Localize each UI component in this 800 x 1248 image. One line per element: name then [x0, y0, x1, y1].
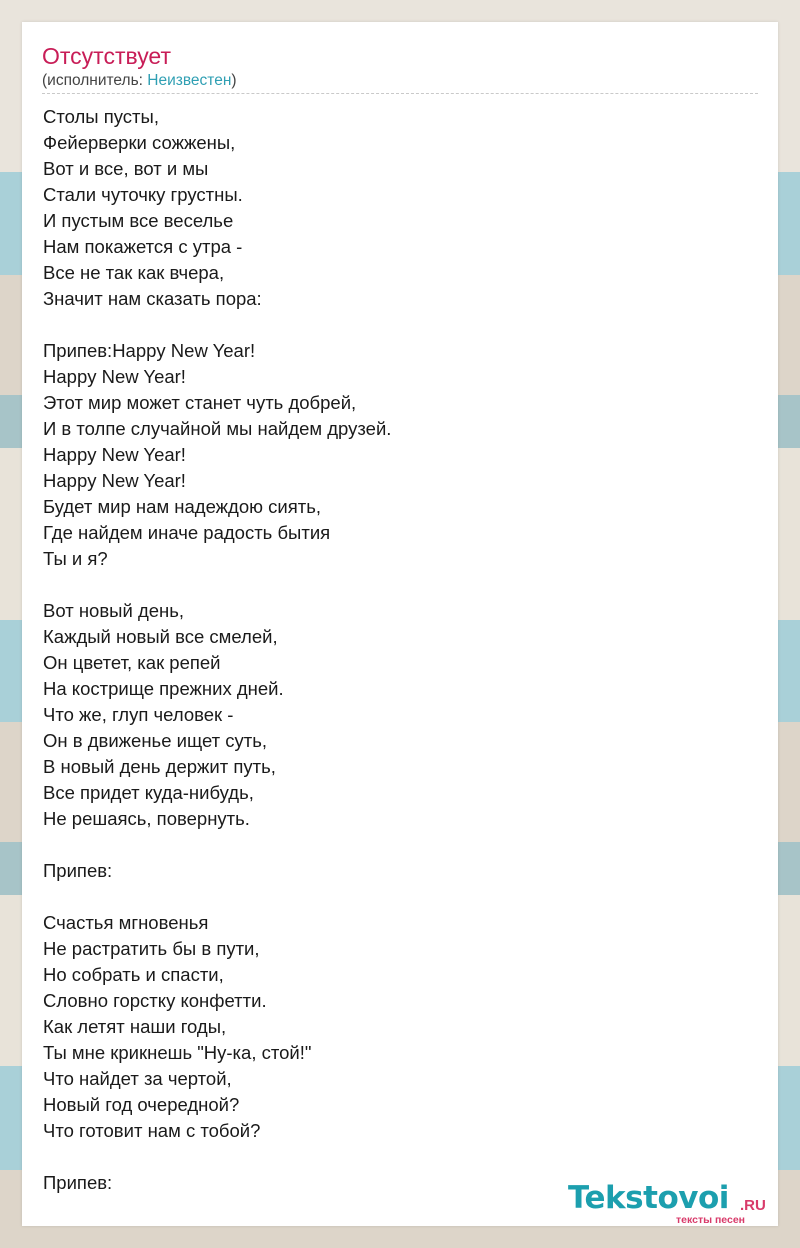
- lyric-blank-line: [43, 832, 743, 858]
- lyric-line: Что готовит нам с тобой?: [43, 1120, 261, 1141]
- lyric-line: Припев:: [43, 860, 113, 881]
- lyric-blank-line: [43, 572, 743, 598]
- lyric-blank-line: [43, 312, 743, 338]
- lyric-line: Нам покажется с утра -: [43, 236, 243, 257]
- lyric-line: Все не так как вчера,: [43, 262, 225, 283]
- lyric-line: Happy New Year!: [43, 366, 186, 387]
- lyric-line: Он цветет, как репей: [43, 652, 221, 673]
- lyric-line: Фейерверки сожжены,: [43, 132, 236, 153]
- artist-line: [42, 71, 237, 91]
- lyric-line: Столы пусты,: [43, 106, 159, 127]
- lyric-line: Не решаясь, повернуть.: [43, 808, 250, 829]
- lyrics-card: [22, 22, 778, 1226]
- artist-prefix: (исполнитель:: [42, 72, 148, 89]
- lyric-line: Припев:: [43, 1172, 113, 1193]
- lyric-line: Этот мир может станет чуть добрей,: [43, 392, 357, 413]
- logo-tld: .RU: [740, 1197, 766, 1214]
- lyric-line: Все придет куда-нибудь,: [43, 782, 254, 803]
- lyric-line: Каждый новый все смелей,: [43, 626, 278, 647]
- lyric-line: Он в движенье ищет суть,: [43, 730, 268, 751]
- lyric-line: Новый год очередной?: [43, 1094, 240, 1115]
- lyric-line: И пустым все веселье: [43, 210, 234, 231]
- artist-suffix: ): [231, 72, 237, 89]
- lyrics-text: [43, 104, 743, 1196]
- site-logo[interactable]: [568, 1181, 778, 1225]
- lyric-blank-line: [43, 1144, 743, 1170]
- lyric-line: Припев:Happy New Year!: [43, 340, 256, 361]
- lyric-line: Как летят наши годы,: [43, 1016, 227, 1037]
- lyric-line: Счастья мгновенья: [43, 912, 209, 933]
- lyric-line: Будет мир нам надеждою сиять,: [43, 496, 322, 517]
- lyric-line: Значит нам сказать пора:: [43, 288, 262, 309]
- lyric-line: Не растратить бы в пути,: [43, 938, 260, 959]
- lyric-line: Happy New Year!: [43, 470, 186, 491]
- song-title: Отсутствует: [42, 43, 171, 69]
- lyric-line: Ты и я?: [43, 548, 108, 569]
- lyric-line: Что же, глуп человек -: [43, 704, 234, 725]
- lyric-line: В новый день держит путь,: [43, 756, 276, 777]
- divider: [42, 93, 758, 94]
- lyric-blank-line: [43, 884, 743, 910]
- lyric-line: Вот и все, вот и мы: [43, 158, 209, 179]
- logo-tagline: тексты песен: [676, 1214, 746, 1226]
- lyric-line: Но собрать и спасти,: [43, 964, 224, 985]
- lyric-line: Где найдем иначе радость бытия: [43, 522, 331, 543]
- lyric-line: Что найдет за чертой,: [43, 1068, 232, 1089]
- lyric-line: Ты мне крикнешь "Ну-ка, стой!": [43, 1042, 312, 1063]
- lyric-line: И в толпе случайной мы найдем друзей.: [43, 418, 392, 439]
- lyric-line: Словно горстку конфетти.: [43, 990, 267, 1011]
- lyric-line: Стали чуточку грустны.: [43, 184, 243, 205]
- lyric-line: Happy New Year!: [43, 444, 186, 465]
- lyric-line: Вот новый день,: [43, 600, 185, 621]
- lyric-line: На кострище прежних дней.: [43, 678, 284, 699]
- artist-link[interactable]: Неизвестен: [147, 72, 232, 89]
- logo-wordmark: Tekstovoi: [568, 1180, 729, 1216]
